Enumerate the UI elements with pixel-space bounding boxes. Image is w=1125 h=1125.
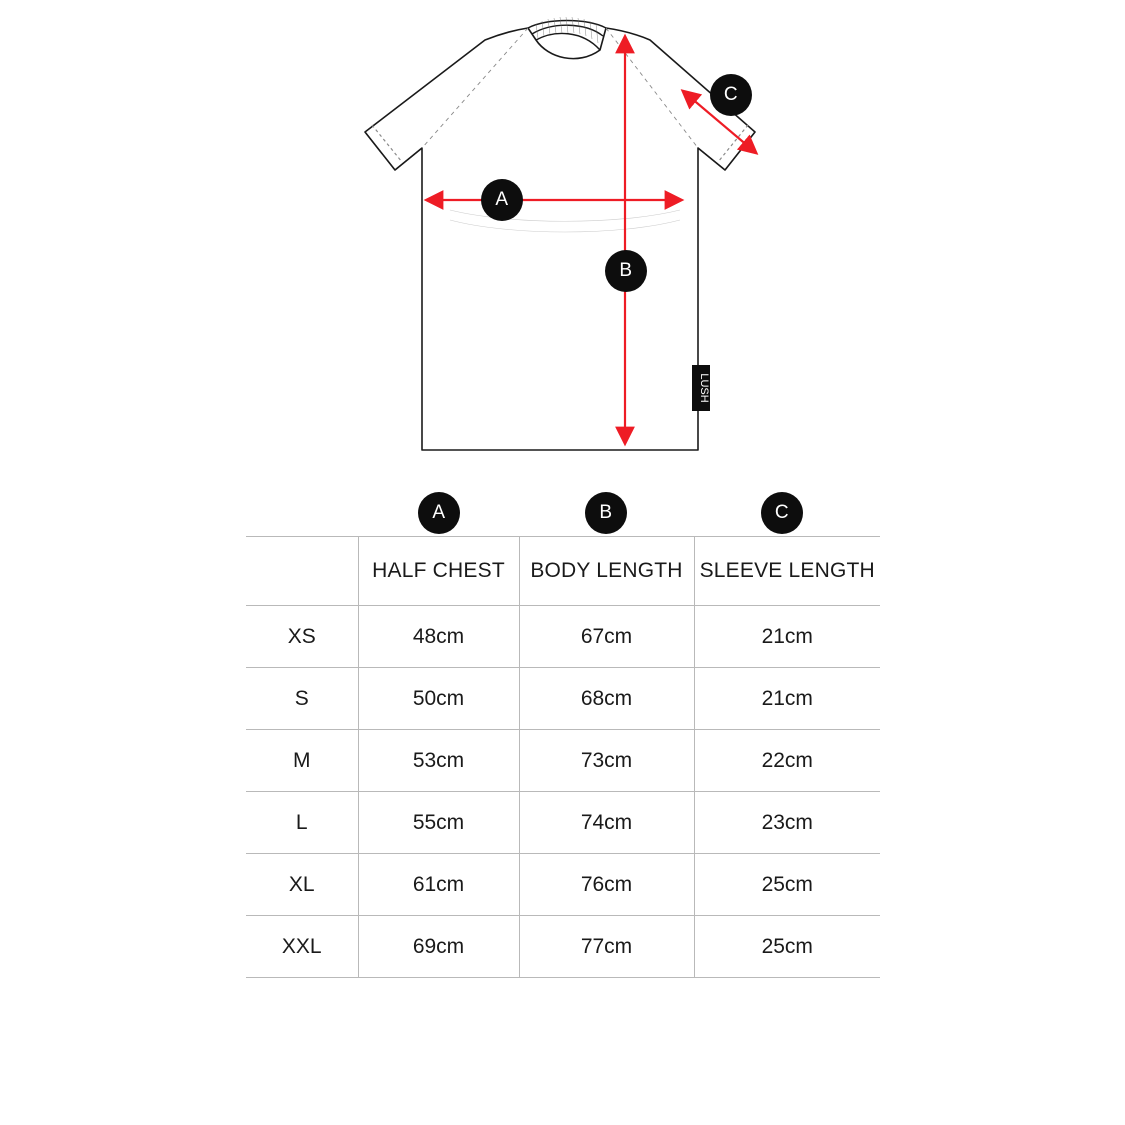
badge-c-column: C xyxy=(761,492,803,534)
badge-a-column: A xyxy=(418,492,460,534)
column-header-body-length: BODY LENGTH xyxy=(519,537,694,606)
size-chart xyxy=(246,492,880,978)
cell-size: S xyxy=(246,668,358,730)
column-header-half-chest: HALF CHEST xyxy=(358,537,519,606)
cell-size: XS xyxy=(246,606,358,668)
table-row xyxy=(246,792,880,854)
cell-half-chest: 53cm xyxy=(358,730,519,792)
svg-text:LUSH: LUSH xyxy=(698,373,710,403)
cell-sleeve-length: 21cm xyxy=(694,668,880,730)
cell-body-length: 77cm xyxy=(519,916,694,978)
column-header-size xyxy=(246,537,358,606)
badge-c-diagram: C xyxy=(710,74,752,116)
cell-body-length: 73cm xyxy=(519,730,694,792)
cell-half-chest: 61cm xyxy=(358,854,519,916)
cell-size: M xyxy=(246,730,358,792)
cell-sleeve-length: 25cm xyxy=(694,854,880,916)
cell-body-length: 68cm xyxy=(519,668,694,730)
cell-size: L xyxy=(246,792,358,854)
badge-a-diagram: A xyxy=(481,179,523,221)
measurement-diagram xyxy=(0,0,1125,480)
cell-body-length: 67cm xyxy=(519,606,694,668)
cell-sleeve-length: 21cm xyxy=(694,606,880,668)
cell-size: XL xyxy=(246,854,358,916)
badge-b-diagram: B xyxy=(605,250,647,292)
table-row xyxy=(246,916,880,978)
cell-half-chest: 48cm xyxy=(358,606,519,668)
column-header-sleeve-length: SLEEVE LENGTH xyxy=(694,537,880,606)
cell-body-length: 74cm xyxy=(519,792,694,854)
table-header-row xyxy=(246,537,880,606)
cell-body-length: 76cm xyxy=(519,854,694,916)
table-row xyxy=(246,606,880,668)
cell-size: XXL xyxy=(246,916,358,978)
cell-half-chest: 50cm xyxy=(358,668,519,730)
size-table xyxy=(246,536,880,978)
cell-sleeve-length: 23cm xyxy=(694,792,880,854)
table-row xyxy=(246,730,880,792)
cell-sleeve-length: 25cm xyxy=(694,916,880,978)
cell-half-chest: 55cm xyxy=(358,792,519,854)
badge-b-column: B xyxy=(585,492,627,534)
cell-sleeve-length: 22cm xyxy=(694,730,880,792)
cell-half-chest: 69cm xyxy=(358,916,519,978)
brand-label xyxy=(692,365,710,411)
table-row xyxy=(246,854,880,916)
table-row xyxy=(246,668,880,730)
column-badges xyxy=(246,492,880,536)
